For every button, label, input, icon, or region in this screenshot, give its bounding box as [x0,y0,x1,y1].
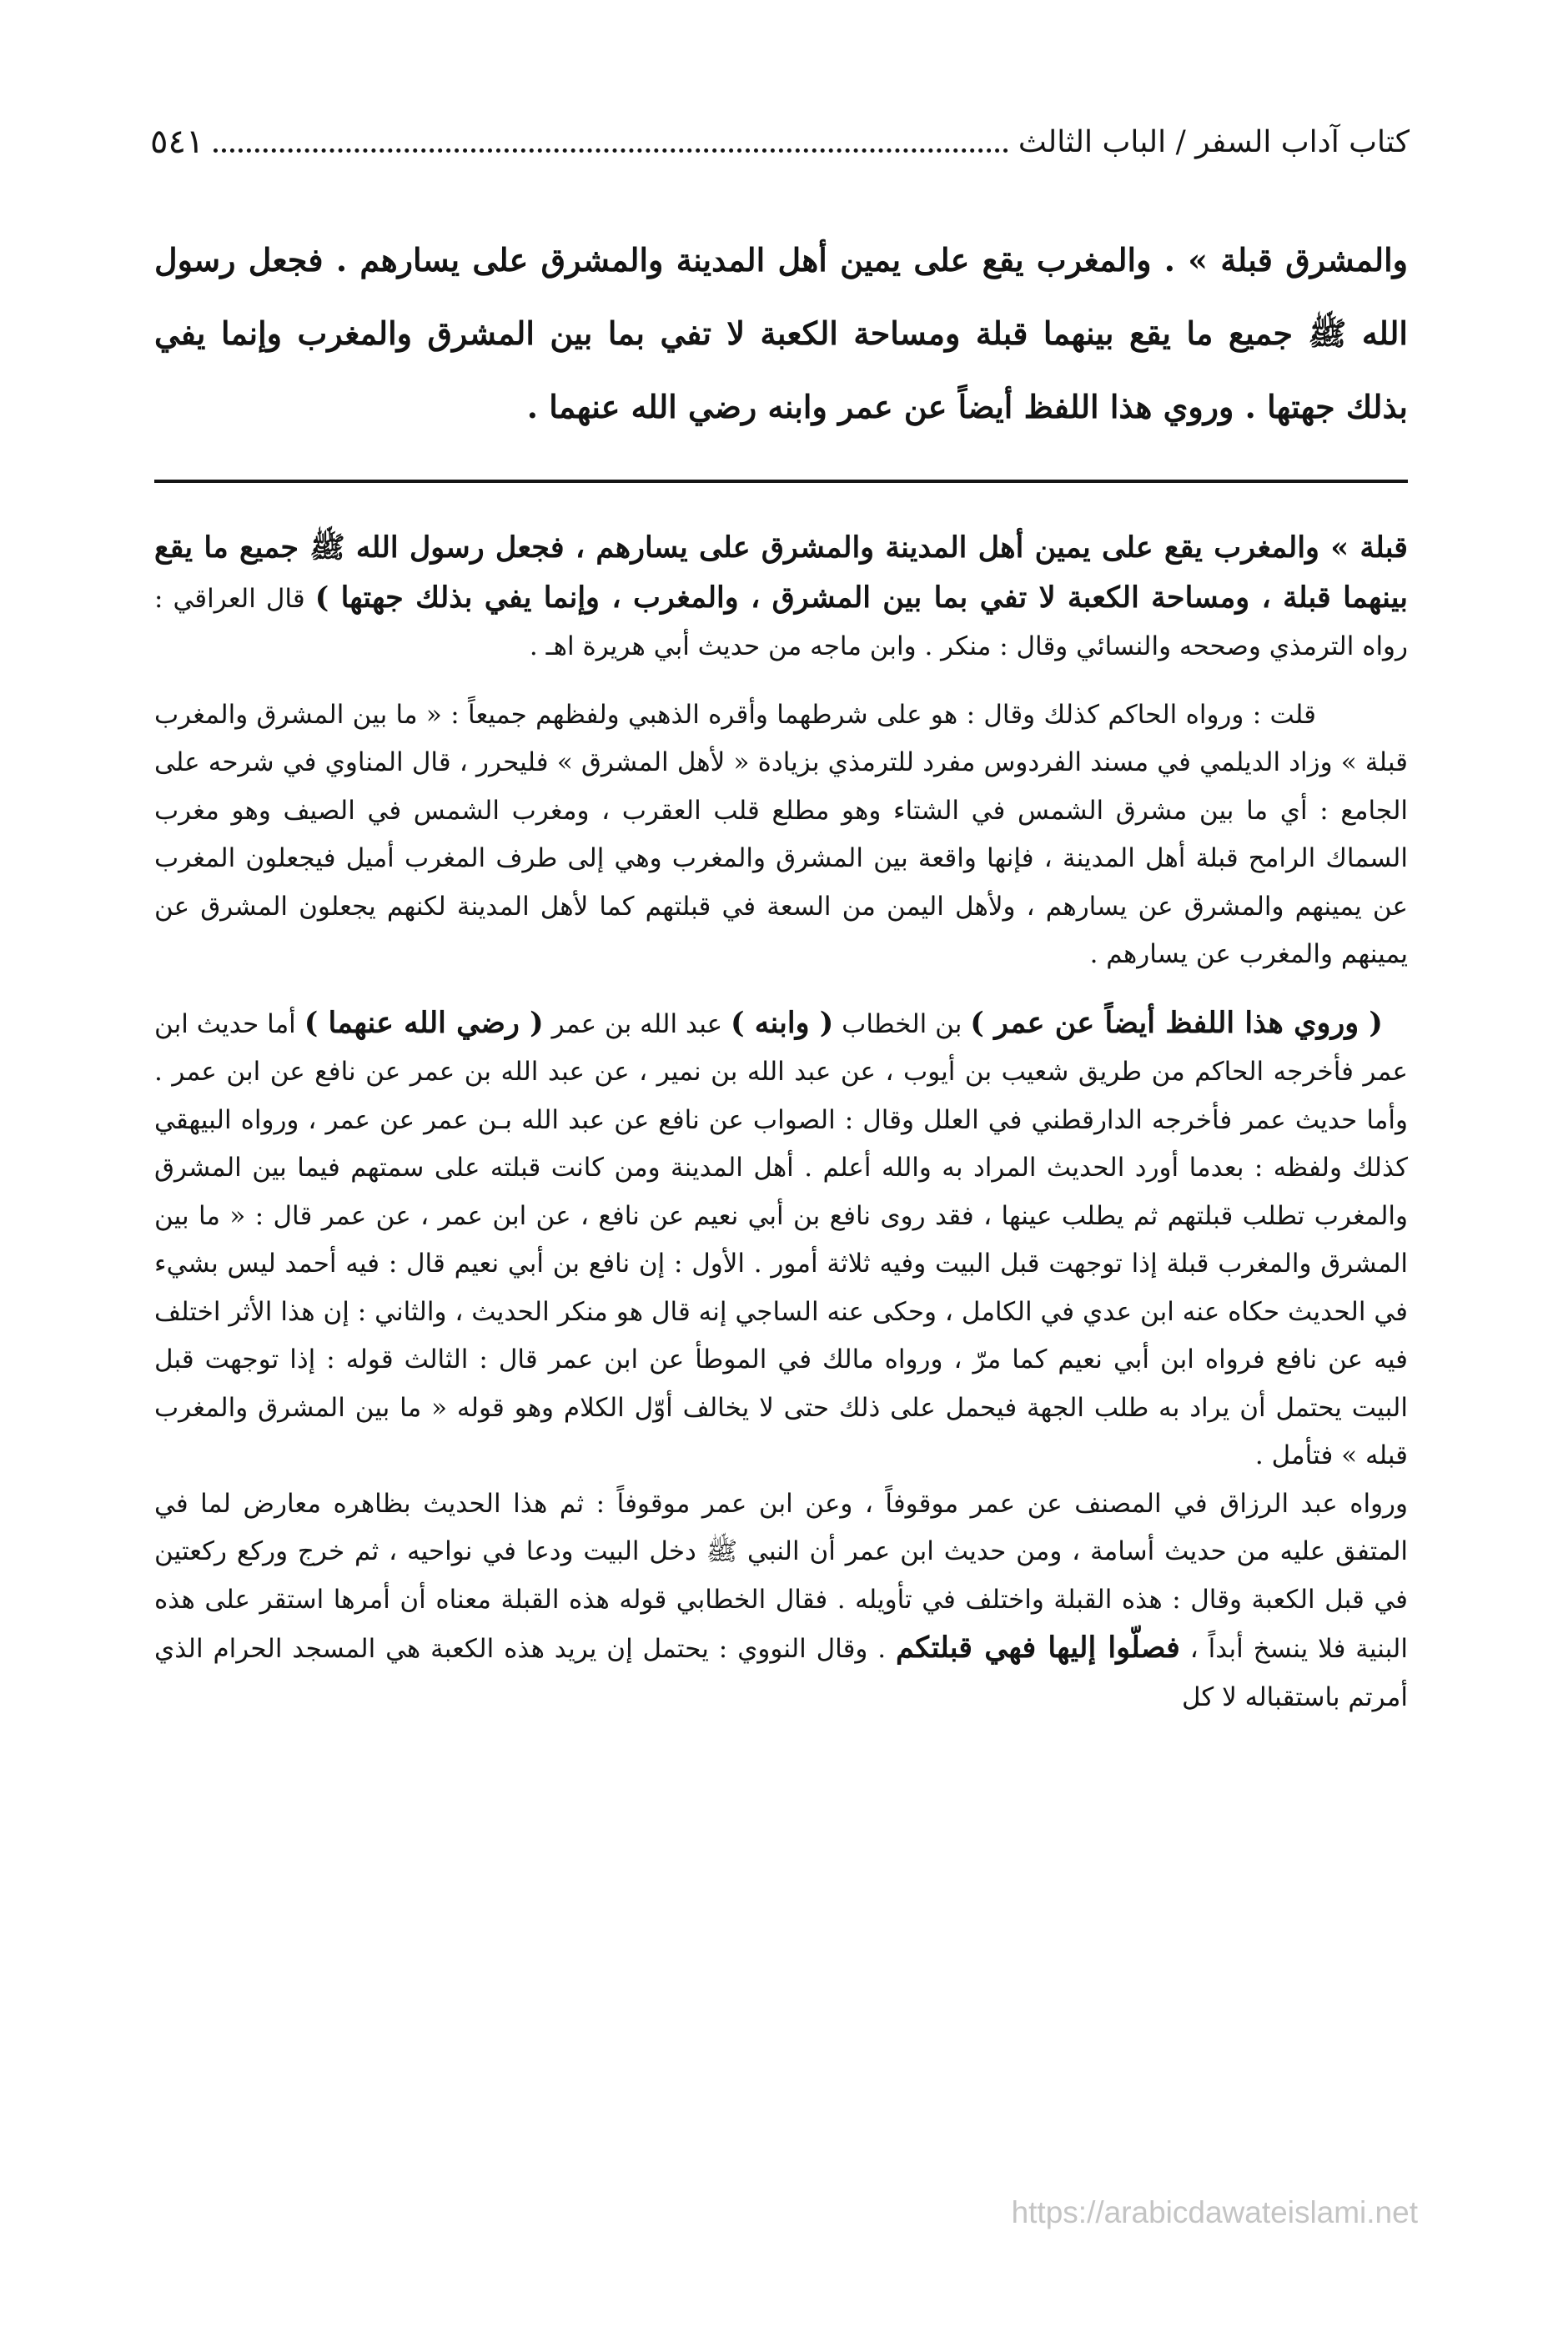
main-text: والمشرق قبلة » . والمغرب يقع على يمين أهل المدينة والمشرق على يسارهم . فجعل رسول الله ﷺ جميع ما يقع بينهما قبلة ومساحة الكعبة لا تفي بما بين المشرق والمغرب وإنما يفي بذلك جهتها . وروي هذا اللفظ أيضاً عن عمر وابنه رضي الله عنهما . [154,241,1408,425]
commentary-paragraph [154,1480,1408,1722]
commentary-paragraph [154,524,1408,671]
commentary-text: عبد الله بن عمر [543,1008,731,1039]
text-divider [154,480,1408,483]
commentary-text: ورواه عبد الرزاق في المصنف عن عمر موقوفاً ، وعن ابن عمر موقوفاً : ثم هذا الحديث بظاهره معارض لما في المتفق عليه من حديث أسامة ، ومن حديث ابن عمر أن النبي ﷺ دخل البيت ودعا في نواحيه ، ثم خرج وركع ركعتين في قبل الكعبة وقال : هذه القبلة واختلف في تأويله . فقال الخطابي قوله هذه القبلة معناه أن أمرها استقر على هذه البنية فلا ينسخ أبداً ، [154,1488,1408,1664]
commentary-text: قال العراقي : رواه الترمذي وصححه والنسائي وقال : منكر . وابن ماجه من حديث أبي هريرة اهـ . [154,583,1408,661]
quoted-matn: قبلة » والمغرب يقع على يمين أهل المدينة والمشرق على يسارهم ، فجعل رسول الله ﷺ جميع ما يقع بينهما قبلة ، ومساحة الكعبة لا تفي بما بين المشرق ، والمغرب ، وإنما يفي بذلك جهتها ) [154,530,1409,615]
quoted-matn: ( وابنه ) [731,1005,834,1040]
chapter-title: كتاب آداب السفر / الباب الثالث [1018,124,1410,159]
commentary-text: . وقال النووي : يحتمل إن يريد هذه الكعبة هي المسجد الحرام الذي أمرتم باستقباله لا كل [154,1634,1408,1712]
commentary-text: بن الخطاب [833,1008,971,1039]
commentary-paragraph: قلت : ورواه الحاكم كذلك وقال : هو على شرطهما وأقره الذهبي ولفظهم جميعاً : « ما بين المشرق والمغرب قبلة » وزاد الديلمي في مسند الفردوس مفرد للترمذي بزيادة « لأهل المشرق » فليحرر ، قال المناوي في شرحه على الجامع : أي ما بين مشرق الشمس في الشتاء وهو مطلع قلب العقرب ، ومغرب الشمس في الصيف وهو مغرب السماك الرامح قبلة أهل المدينة ، فإنها واقعة بين المشرق والمغرب وهي إلى طرف المغرب أميل فيجعلون المغرب عن يمينهم والمشرق عن يسارهم ، ولأهل اليمن من السعة في قبلتهم كما لأهل المدينة لكنهم يجعلون المشرق عن يمينهم والمغرب عن يسارهم . [154,699,1409,969]
quoted-matn: فصلّوا إليها فهي قبلتكم [895,1631,1180,1665]
commentary-text: أما حديث ابن عمر فأخرجه الحاكم من طريق شعيب بن أيوب ، عن عبد الله بن نمير ، عن عبد الله بن عمر عن نافع عن ابن عمر . وأما حديث عمر فأخرجه الدارقطني في العلل وقال : الصواب عن نافع عن عبد الله بـن عمر عن عمر ، ورواه البيهقي كذلك ولفظه : بعدما أورد الحديث المراد به والله أعلم . أهل المدينة ومن كانت قبلته على سمتهم فيما بين المشرق والمغرب تطلب قبلتهم ثم يطلب عينها ، فقد روى نافع بن أبي نعيم عن نافع ، عن ابن عمر ، عن عمر قال : « ما بين المشرق والمغرب قبلة إذا توجهت قبل البيت وفيه ثلاثة أمور . الأول : إن نافع بن أبي نعيم قال : فيه أحمد ليس بشيء في الحديث حكاه عنه ابن عدي في الكامل ، وحكى عنه الساجي إنه قال هو منكر الحديث ، والثاني : إن هذا الأثر اختلف فيه عن نافع فرواه ابن أبي نعيم كما مرّ ، ورواه مالك في الموطأ عن ابن عمر قال : الثالث قوله : إذا توجهت قبل البيت يحتمل أن يراد به طلب الجهة فيحمل على ذلك حتى لا يخالف أوّل الكلام وهو قوله « ما بين المشرق والمغرب قبله » فتأمل . [154,1008,1409,1470]
source-watermark: https://arabicdawateislami.net [1011,2195,1418,2229]
page-number: ٥٤١ [150,123,204,161]
dot-leader [214,148,1008,153]
commentary-paragraph [154,999,1408,1480]
commentary [154,524,1408,1721]
quoted-matn: ( وروي هذا اللفظ أيضاً عن عمر ) [970,1005,1383,1040]
running-header [150,117,1410,167]
quoted-matn: ( رضي الله عنهما ) [304,1005,544,1040]
